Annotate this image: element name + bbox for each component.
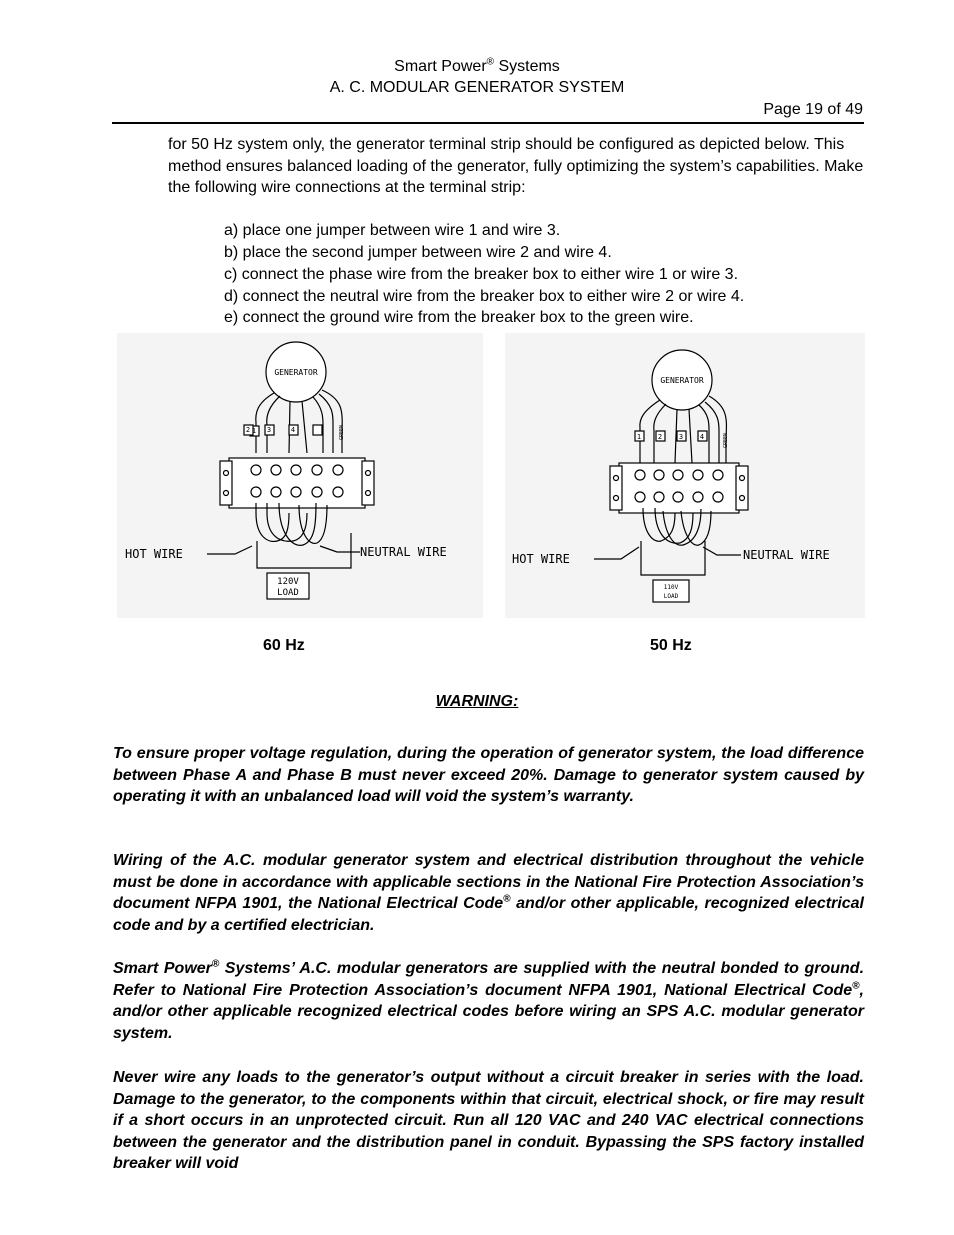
caption-60hz: 60 Hz (263, 637, 305, 654)
terminal-2-label: 2 (657, 433, 663, 441)
wiring-diagram-60hz (117, 333, 483, 618)
intro-paragraph: for 50 Hz system only, the generator terminal strip should be configured as depicted below. This method ensures balanced loading of the generator, fully optimizing the system’s capabilities. Make the following wire connections at the terminal strip: (168, 136, 864, 196)
step-e: e) connect the ground wire from the breaker box to the green wire. (224, 309, 694, 326)
caption-50hz: 50 Hz (650, 637, 692, 654)
step-a: a) place one jumper between wire 1 and wire 3. (224, 222, 561, 239)
load-label: LOAD (663, 593, 679, 600)
load-voltage-label: 120V (277, 577, 299, 587)
hot-wire-label: HOT WIRE (125, 547, 183, 561)
terminal-4-label: 4 (290, 426, 296, 434)
terminal-4-label: 4 (699, 433, 705, 441)
wiring-diagram-50hz (505, 333, 865, 618)
step-b: b) place the second jumper between wire 2 and wire 4. (224, 244, 612, 261)
terminal-2-label: 2 (245, 426, 251, 434)
load-voltage-label: 110V (663, 584, 679, 591)
warning-title: WARNING: (435, 693, 519, 710)
load-label: LOAD (277, 588, 299, 598)
document-title: A. C. MODULAR GENERATOR SYSTEM (329, 79, 625, 96)
warning-paragraph-2: Wiring of the A.C. modular generator system and electrical distribution throughout the vehicle must be done in accordance with applicable sections in the National Fire Protection Association’s document NFPA 1901, the National Electrical Code® and/or other applicable, recognized electrical code and by a certified electrician. (113, 852, 865, 934)
step-c: c) connect the phase wire from the breaker box to either wire 1 or wire 3. (224, 266, 739, 283)
neutral-wire-label: NEUTRAL WIRE (360, 545, 447, 559)
terminal-1-label: 1 (251, 427, 257, 435)
green-wire-label: GREEN (339, 424, 345, 440)
page-number: Page 19 of 49 (763, 101, 863, 118)
terminal-1-label: 1 (636, 433, 642, 441)
warning-paragraph-1: To ensure proper voltage regulation, during the operation of generator system, the load difference between Phase A and Phase B must never exceed 20%. Damage to generator system caused by operating it with an unbalanced load will void the system’s warranty. (113, 745, 864, 806)
warning-paragraph-4: Never wire any loads to the generator’s output without a circuit breaker in series with the load. Damage to the generator, to the components within that circuit, electrical shock, or fire may result if a short occurs in an unprotected circuit. Run all 120 VAC and 240 VAC electrical connections between the generator and the distribution panel in conduit. Bypassing the SPS factory installed breaker will void (113, 1069, 864, 1173)
header-rule (112, 122, 864, 124)
generator-label: GENERATOR (660, 376, 704, 385)
terminal-3-label: 3 (678, 433, 684, 441)
neutral-wire-label: NEUTRAL WIRE (743, 548, 830, 562)
warning-paragraph-3: Smart Power® Systems’ A.C. modular generators are supplied with the neutral bonded to ground. Refer to National Fire Protection Association’s document NFPA 1901, National Electrical Code®, and/or other applicable recognized electrical codes before wiring an SPS A.C. modular generator system. (113, 958, 865, 1042)
generator-label: GENERATOR (274, 368, 318, 377)
terminal-3-label: 3 (266, 426, 272, 434)
green-wire-label: GREEN (723, 432, 729, 448)
step-d: d) connect the neutral wire from the breaker box to either wire 2 or wire 4. (224, 288, 745, 305)
header-company: Smart Power® Systems (394, 56, 560, 75)
hot-wire-label: HOT WIRE (512, 552, 570, 566)
